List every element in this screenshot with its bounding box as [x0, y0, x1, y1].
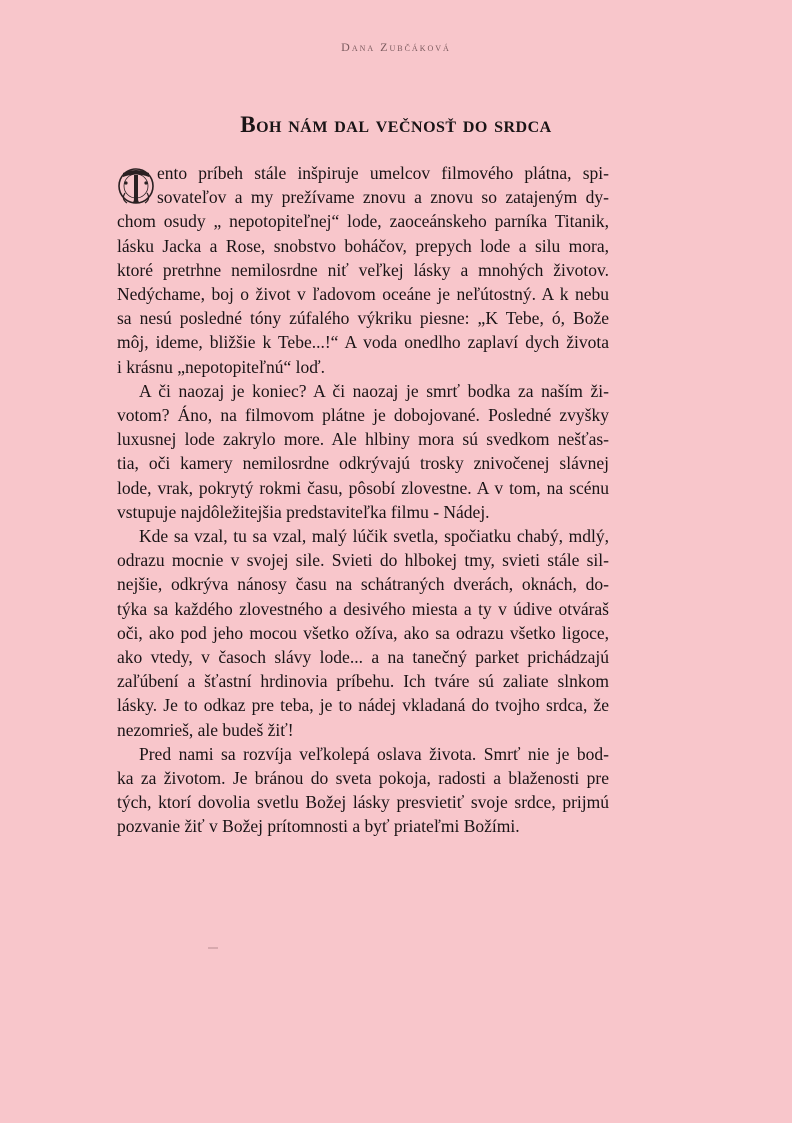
body-line: oči, ako pod jeho mocou všetko ožíva, ako sa odrazu všetko ligoce,	[117, 622, 609, 643]
body-line: ktoré pretrhne nemilosrdne niť veľkej lásky a mnohých životov.	[117, 259, 609, 280]
body-line: môj, ideme, bližšie k Tebe...!“ A voda onedlho zaplaví dych života	[117, 332, 609, 353]
body-line: pozvanie žiť v Božej prítomnosti a byť priateľmi Božími.	[117, 816, 520, 837]
body-line: tých, ktorí dovolia svetlu Božej lásky presvietiť svoje srdce, prijmú	[117, 792, 609, 813]
body-line: lode, vrak, pokrytý rokmi času, pôsobí zlovestne. A v tom, na scénu	[117, 477, 609, 498]
body-line: A či naozaj je koniec? A či naozaj je smrť bodka za naším ži-	[139, 380, 609, 401]
ornamental-drop-cap-t-icon	[117, 163, 155, 209]
body-line: nejšie, odkrýva nánosy času na schátraných dverách, oknách, do-	[117, 574, 609, 595]
article-body	[117, 161, 609, 839]
body-line: chom osudy „ nepotopiteľnej“ lode, zaoceánskeho parníka Titanik,	[117, 211, 609, 232]
body-line: Nedýchame, boj o život v ľadovom oceáne je neľútostný. A k nebu	[117, 284, 609, 305]
body-line: týka sa každého zlovestného a desivého miesta a ty v údive otváraš	[117, 598, 609, 619]
body-line: lásku Jacka a Rose, snobstvo boháčov, prepych lode a silu mora,	[117, 235, 609, 256]
body-line: zaľúbení a šťastní hrdinovia príbehu. Ich tváre sú zaliate slnkom	[117, 671, 609, 692]
body-line: lásky. Je to odkaz pre teba, je to nádej vkladaná do tvojho srdca, že	[117, 695, 609, 716]
body-line: votom? Áno, na filmovom plátne je dobojované. Posledné zvyšky	[117, 405, 609, 426]
body-line: Pred nami sa rozvíja veľkolepá oslava života. Smrť nie je bod-	[139, 743, 609, 764]
article-title: Boh nám dal večnosť do srdca	[240, 112, 552, 137]
body-line: ento príbeh stále inšpiruje umelcov filmového plátna, spi-	[157, 163, 609, 183]
body-line: i krásnu „nepotopiteľnú“ loď.	[117, 356, 325, 377]
page-speck	[208, 947, 218, 949]
body-line: ako vtedy, v časoch slávy lode... a na tanečný parket prichádzajú	[117, 647, 609, 668]
body-line: sa nesú posledné tóny zúfalého výkriku piesne: „K Tebe, ó, Bože	[117, 308, 609, 329]
body-line: luxusnej lode zakrylo more. Ale hlbiny mora sú svedkom nešťas-	[117, 429, 609, 450]
body-line: nezomrieš, ale budeš žiť!	[117, 719, 294, 740]
running-header-author: Dana Zubčáková	[341, 40, 451, 54]
body-line: ka za životom. Je bránou do sveta pokoja, radosti a blaženosti pre	[117, 768, 609, 789]
body-line: vstupuje najdôležitejšia predstaviteľka filmu - Nádej.	[117, 501, 490, 522]
body-line: tia, oči kamery nemilosrdne odkrývajú trosky znivočenej slávnej	[117, 453, 609, 474]
body-line: Kde sa vzal, tu sa vzal, malý lúčik svetla, spočiatku chabý, mdlý,	[139, 526, 609, 547]
body-line: sovateľov a my prežívame znovu a znovu so zatajeným dy-	[157, 187, 609, 208]
body-line: odrazu mocnie v svojej sile. Svieti do hlbokej tmy, svieti stále sil-	[117, 550, 609, 571]
